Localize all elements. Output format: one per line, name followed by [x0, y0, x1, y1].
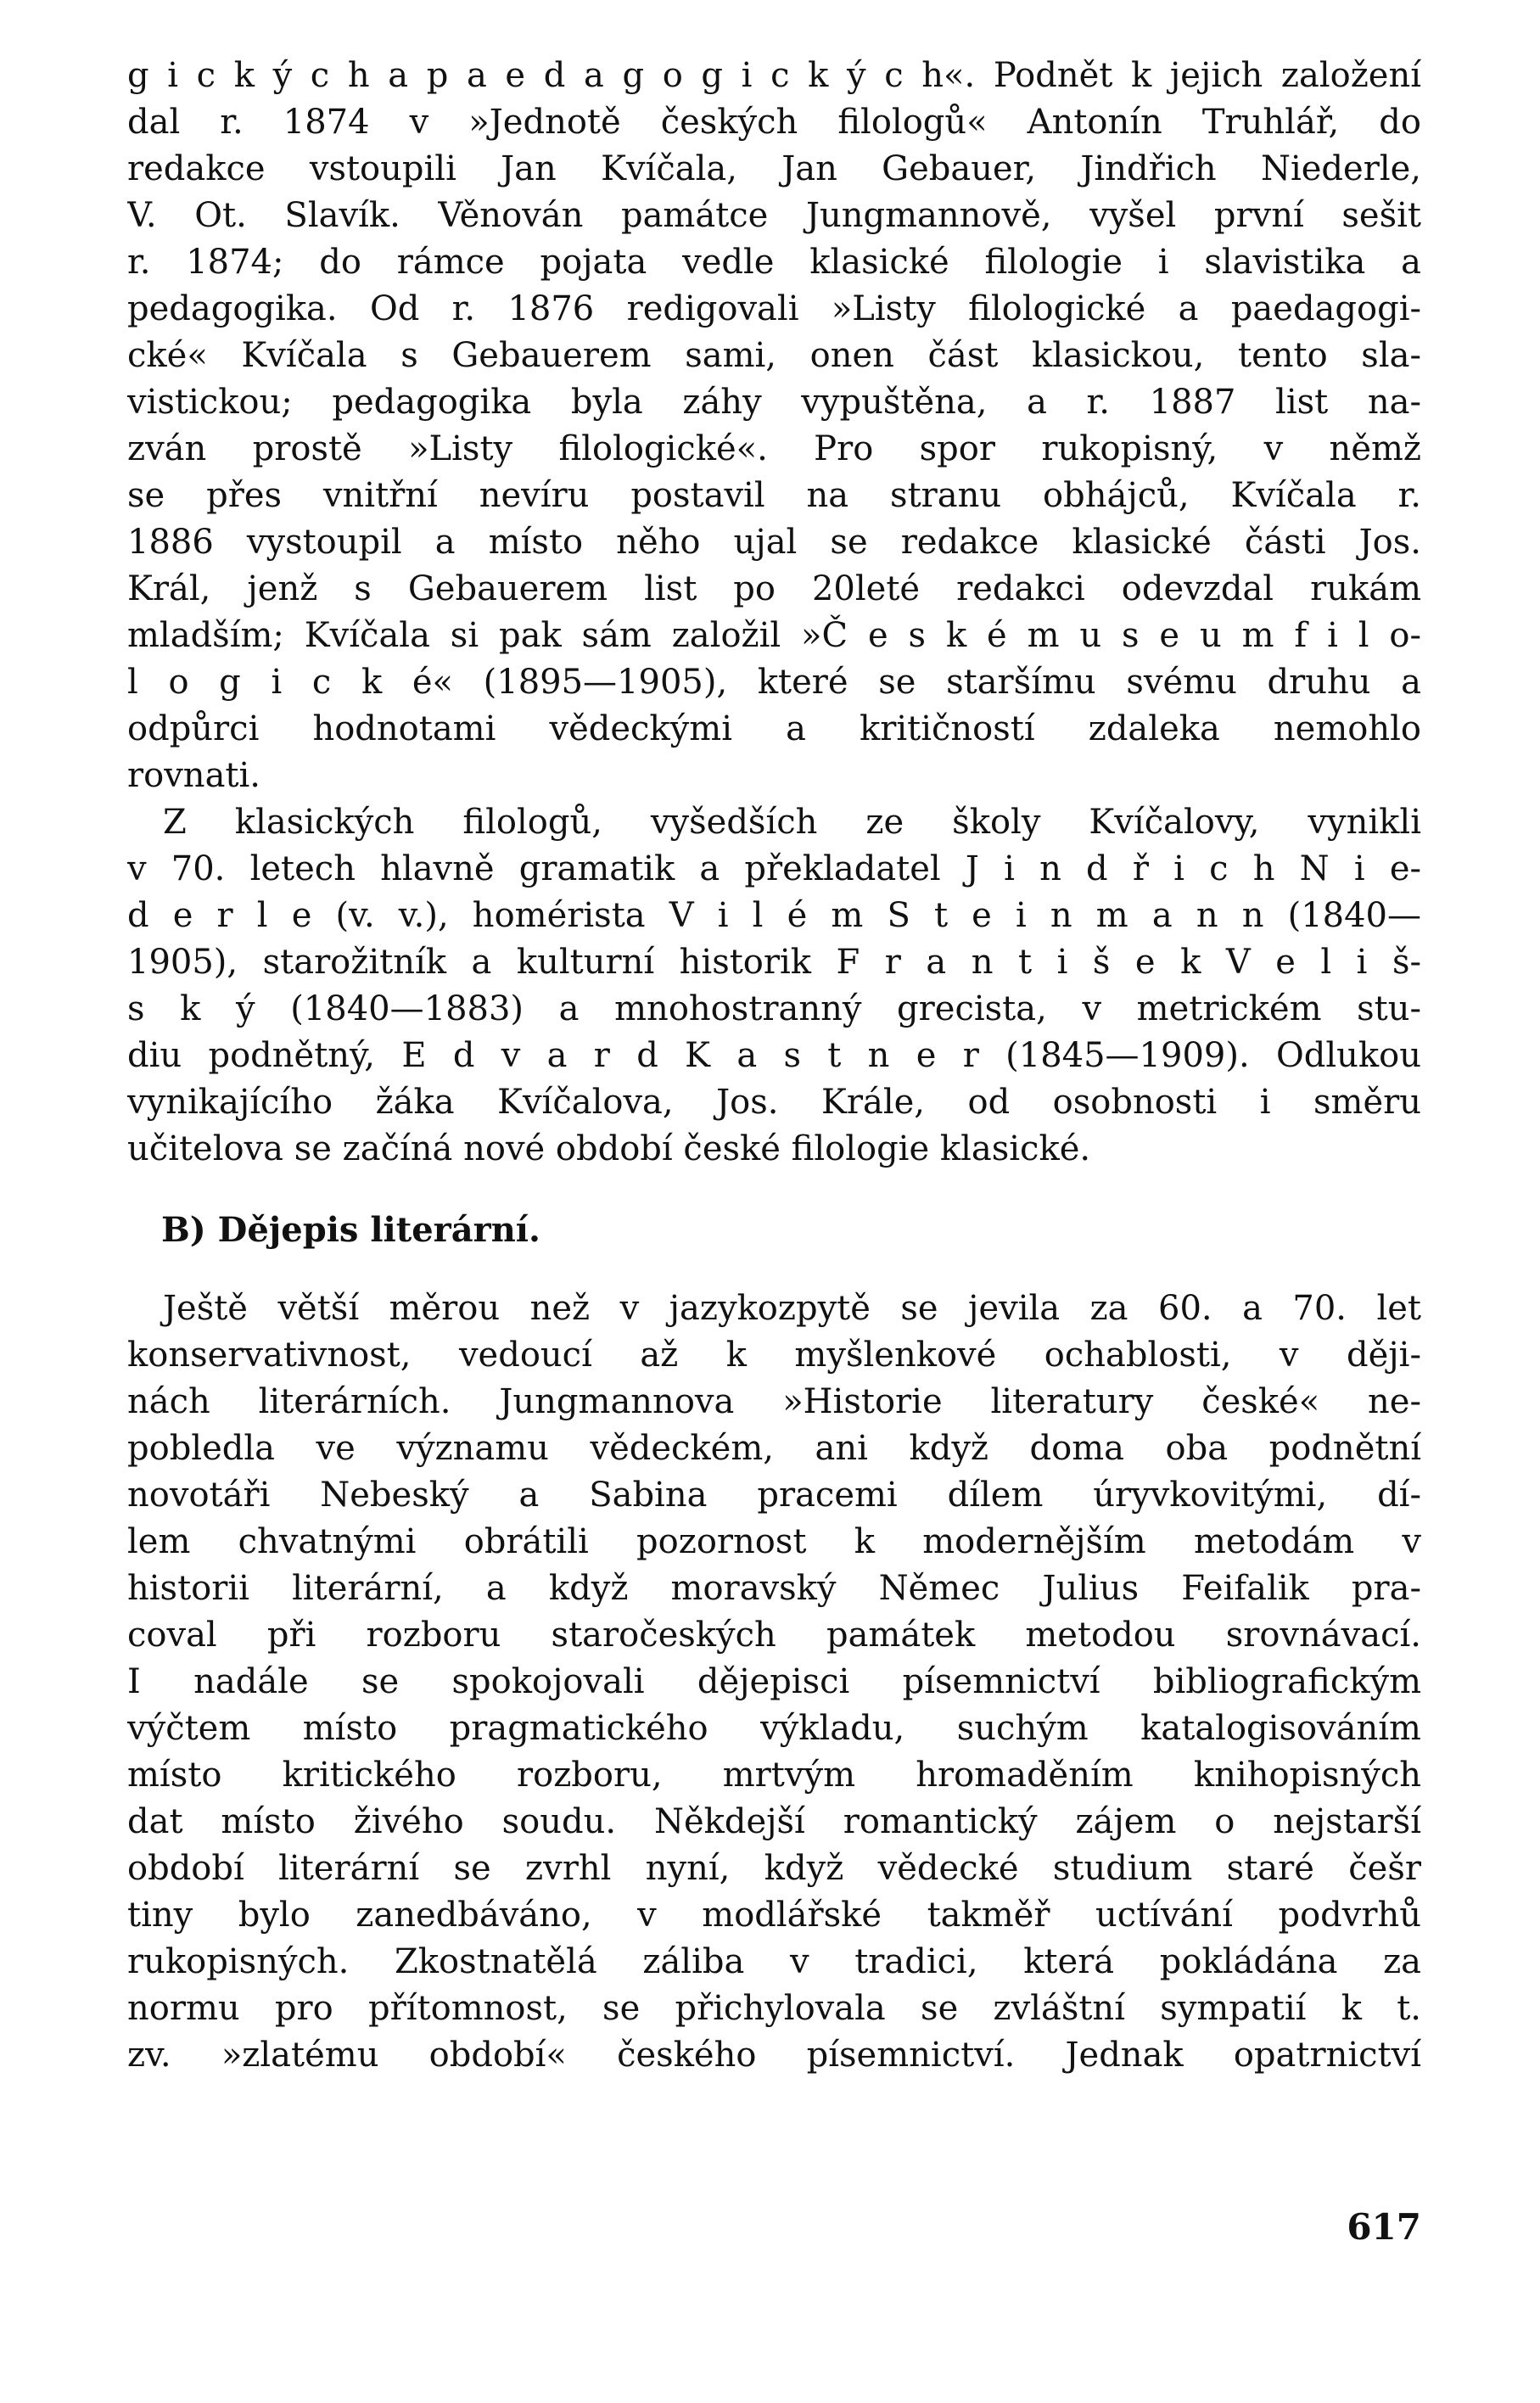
text-line: nách literárních. Jungmannova »Historie literatury české« ne- — [127, 1382, 1421, 1421]
text-line: historii literární, a když moravský Němec Julius Feifalik pra- — [127, 1569, 1421, 1608]
text-line: učitelova se začíná nové období české filologie klasické. — [127, 1129, 1091, 1168]
text-line: vistickou; pedagogika byla záhy vypuštěna, a r. 1887 list na- — [127, 383, 1421, 422]
text-line: zv. »zlatému období« českého písemnictví. Jednak opatrnictví — [127, 2036, 1421, 2075]
text-line: konservativnost, vedoucí až k myšlenkové ochablosti, v ději- — [127, 1336, 1421, 1375]
page-body — [127, 53, 1421, 2079]
text-line: tiny bylo zanedbáváno, v modlářské takměř uctívání podvrhů — [127, 1896, 1421, 1935]
text-line: období literární se zvrhl nyní, když vědecké studium staré češr — [127, 1849, 1421, 1888]
text-line: g i c k ý c h a p a e d a g o g i c k ý c h«. Podnět k jejich založení — [127, 56, 1421, 95]
text-line: l o g i c k é« (1895—1905), které se staršímu svému druhu a — [127, 663, 1421, 702]
text-line: V. Ot. Slavík. Věnován památce Jungmannově, vyšel první sešit — [127, 196, 1421, 235]
text-line: normu pro přítomnost, se přichylovala se zvláštní sympatií k t. — [127, 1989, 1421, 2028]
spacer — [127, 1173, 1421, 1207]
text-line: r. 1874; do rámce pojata vedle klasické filologie i slavistika a — [127, 243, 1421, 282]
text-line: Ještě větší měrou než v jazykozpytě se jevila za 60. a 70. let — [163, 1289, 1421, 1328]
text-line: cké« Kvíčala s Gebauerem sami, onen část klasickou, tento sla- — [127, 336, 1421, 375]
text-line: s k ý (1840—1883) a mnohostranný grecista, v metrickém stu- — [127, 989, 1421, 1028]
paragraph-3 — [127, 1286, 1421, 2079]
text-line: rovnati. — [127, 756, 260, 795]
section-heading: B) Dějepis literární. — [161, 1210, 540, 1250]
text-line: rukopisných. Zkostnatělá záliba v tradici, která pokládána za — [127, 1942, 1421, 1981]
paragraph-2 — [127, 799, 1421, 1173]
text-line: diu podnětný, E d v a r d K a s t n e r (1845—1909). Odlukou — [127, 1036, 1421, 1075]
text-line: mladším; Kvíčala si pak sám založil »Č e s k é m u s e u m f i l o- — [127, 616, 1421, 655]
paragraph-1 — [127, 53, 1421, 799]
text-line: pedagogika. Od r. 1876 redigovali »Listy filologické a paedagogi- — [127, 289, 1421, 328]
text-line: coval při rozboru staročeských památek metodou srovnávací. — [127, 1616, 1421, 1655]
text-line: dat místo živého soudu. Někdejší romantický zájem o nejstarší — [127, 1802, 1421, 1841]
text-line: d e r l e (v. v.), homérista V i l é m S t e i n m a n n (1840— — [127, 896, 1421, 935]
text-line: 1886 vystoupil a místo něho ujal se redakce klasické části Jos. — [127, 523, 1421, 562]
text-line: redakce vstoupili Jan Kvíčala, Jan Gebauer, Jindřich Niederle, — [127, 149, 1421, 188]
page-number: 617 — [1347, 2206, 1421, 2248]
text-line: 1905), starožitník a kulturní historik F r a n t i š e k V e l i š- — [127, 943, 1421, 982]
text-line: vynikajícího žáka Kvíčalova, Jos. Krále, od osobnosti i směru — [127, 1083, 1421, 1122]
text-line: I nadále se spokojovali dějepisci písemnictví bibliografickým — [127, 1662, 1421, 1701]
text-line: místo kritického rozboru, mrtvým hromaděním knihopisných — [127, 1756, 1421, 1795]
spacer — [127, 1253, 1421, 1286]
text-line: výčtem místo pragmatického výkladu, suchým katalogisováním — [127, 1709, 1421, 1748]
text-line: lem chvatnými obrátili pozornost k modernějším metodám v — [127, 1522, 1421, 1561]
text-line: pobledla ve významu vědeckém, ani když doma oba podnětní — [127, 1429, 1421, 1468]
text-line: zván prostě »Listy filologické«. Pro spor rukopisný, v němž — [127, 429, 1421, 468]
text-line: Z klasických filologů, vyšedších ze školy Kvíčalovy, vynikli — [163, 803, 1421, 842]
text-line: dal r. 1874 v »Jednotě českých filologů« Antonín Truhlář, do — [127, 103, 1421, 142]
text-line: Král, jenž s Gebauerem list po 20leté redakci odevzdal rukám — [127, 569, 1421, 608]
text-line: v 70. letech hlavně gramatik a překladatel J i n d ř i c h N i e- — [127, 849, 1421, 888]
text-line: odpůrci hodnotami vědeckými a kritičností zdaleka nemohlo — [127, 709, 1421, 748]
text-line: novotáři Nebeský a Sabina pracemi dílem úryvkovitými, dí- — [127, 1476, 1421, 1515]
text-line: se přes vnitřní nevíru postavil na stranu obhájců, Kvíčala r. — [127, 476, 1421, 515]
